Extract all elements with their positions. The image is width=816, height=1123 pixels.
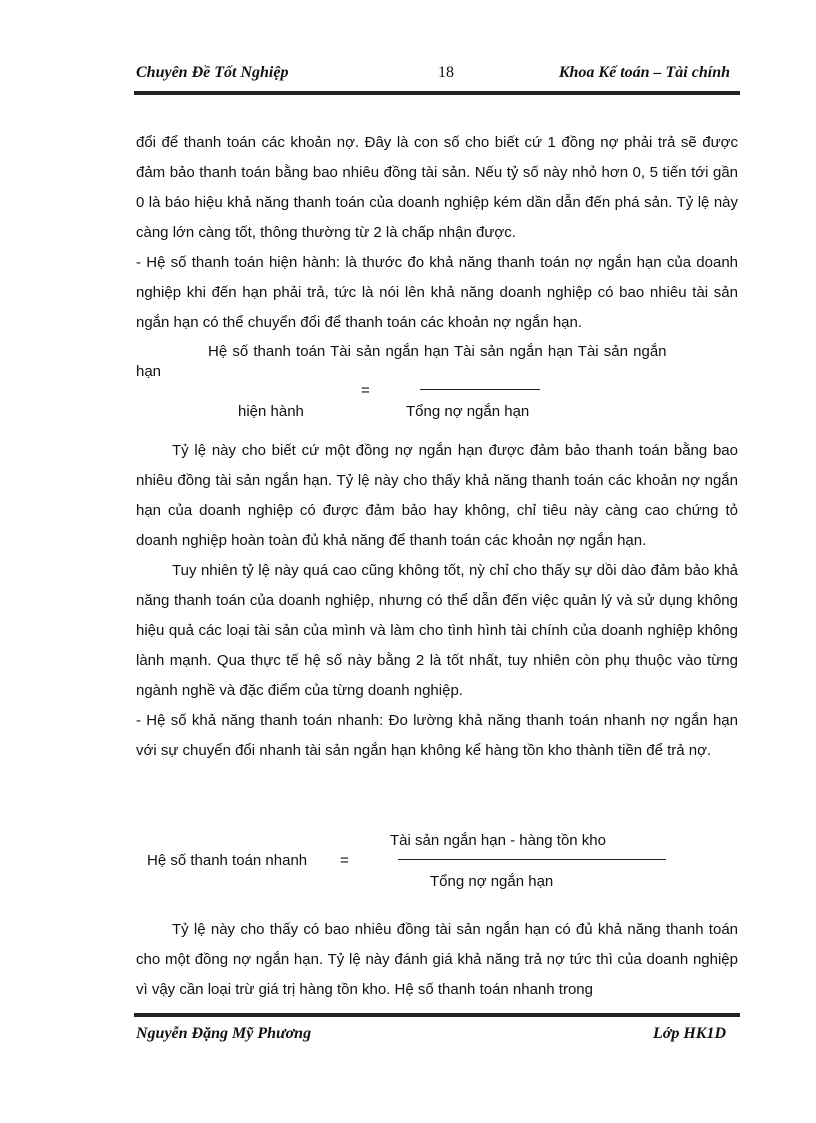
formula2-label: Hệ số thanh toán nhanh bbox=[147, 852, 308, 869]
formula1-line1: Hệ số thanh toán Tài sản ngắn hạn Tài sản ngắn hạn Tài sản ngắn bbox=[208, 343, 667, 360]
formula1-label: hiện hành bbox=[238, 403, 304, 420]
header-department: Khoa Kế toán – Tài chính bbox=[558, 64, 730, 81]
formula2-denominator: Tổng nợ ngắn hạn bbox=[430, 873, 554, 890]
formula1-fraction-line bbox=[420, 389, 540, 390]
paragraph-4: Tuy nhiên tỷ lệ này quá cao cũng không tốt, nỳ chỉ cho thấy sự dồi dào đảm bảo khả năng thanh toán của doanh nghiệp, nhưng có thể dẫn đến việc quản lý và sử dụng không hiệu quả các loại tài sản của mình và làm cho tình hình tài chính của doanh nghiệp không lành mạnh. Qua thực tế hệ số này bằng 2 là tốt nhất, tuy nhiên còn phụ thuộc vào từng ngành nghề và đặc điểm của từng doanh nghiệp. bbox=[136, 562, 738, 699]
paragraph-5: - Hệ số khả năng thanh toán nhanh: Đo lường khả năng thanh toán nhanh nợ ngắn hạn với sự chuyển đổi nhanh tài sản ngắn hạn không kể hàng tồn kho thành tiền để trả nợ. bbox=[136, 712, 738, 759]
body-block-3 bbox=[136, 915, 738, 1005]
formula2-numerator: Tài sản ngắn hạn - hàng tồn kho bbox=[390, 832, 606, 849]
body-block-1 bbox=[136, 128, 738, 338]
footer-author: Nguyễn Đặng Mỹ Phương bbox=[136, 1025, 312, 1042]
header-divider bbox=[134, 91, 740, 95]
formula1-equals: = bbox=[361, 382, 370, 399]
paragraph-6: Tỷ lệ này cho thấy có bao nhiêu đồng tài sản ngắn hạn có đủ khả năng thanh toán cho một đồng nợ ngắn hạn. Tỷ lệ này đánh giá khả năng trả nợ tức thì của doanh nghiệp vì vậy cần loại trừ giá trị hàng tồn kho. Hệ số thanh toán nhanh trong bbox=[136, 921, 738, 998]
paragraph-2: - Hệ số thanh toán hiện hành: là thước đo khả năng thanh toán nợ ngắn hạn của doanh nghiệp khi đến hạn phải trả, tức là nói lên khả năng doanh nghiệp có bao nhiêu tài sản ngắn hạn có thể chuyển đổi để thanh toán các khoản nợ ngắn hạn. bbox=[136, 254, 738, 331]
formula1-denominator: Tổng nợ ngắn hạn bbox=[406, 403, 530, 420]
page-number: 18 bbox=[438, 64, 454, 81]
footer-class: Lớp HK1D bbox=[652, 1025, 726, 1042]
formula2-equals: = bbox=[340, 852, 349, 869]
formula1-line2: hạn bbox=[136, 363, 162, 380]
paragraph-1: đổi để thanh toán các khoản nợ. Đây là con số cho biết cứ 1 đồng nợ phải trả sẽ được đảm bảo thanh toán bằng bao nhiêu đồng tài sản. Nếu tỷ số này nhỏ hơn 0, 5 tiến tới gần 0 là báo hiệu khả năng thanh toán của doanh nghiệp kém dần dẫn đến phá sản. Tỷ lệ này càng lớn càng tốt, thông thường từ 2 là chấp nhận được. bbox=[136, 134, 738, 241]
body-block-2 bbox=[136, 436, 738, 766]
footer-divider bbox=[134, 1013, 740, 1017]
formula2-fraction-line bbox=[398, 859, 666, 860]
header-title: Chuyên Đề Tốt Nghiệp bbox=[136, 64, 289, 81]
paragraph-3: Tỷ lệ này cho biết cứ một đồng nợ ngắn hạn được đảm bảo thanh toán bằng bao nhiêu đồng tài sản ngắn hạn. Tỷ lệ này cho thấy khả năng thanh toán các khoản nợ ngắn hạn của doanh nghiệp có được đảm bảo hay không, chỉ tiêu này càng cao chứng tỏ doanh nghiệp hoàn toàn đủ khả năng để thanh toán các khoản nợ ngắn hạn. bbox=[136, 442, 738, 549]
